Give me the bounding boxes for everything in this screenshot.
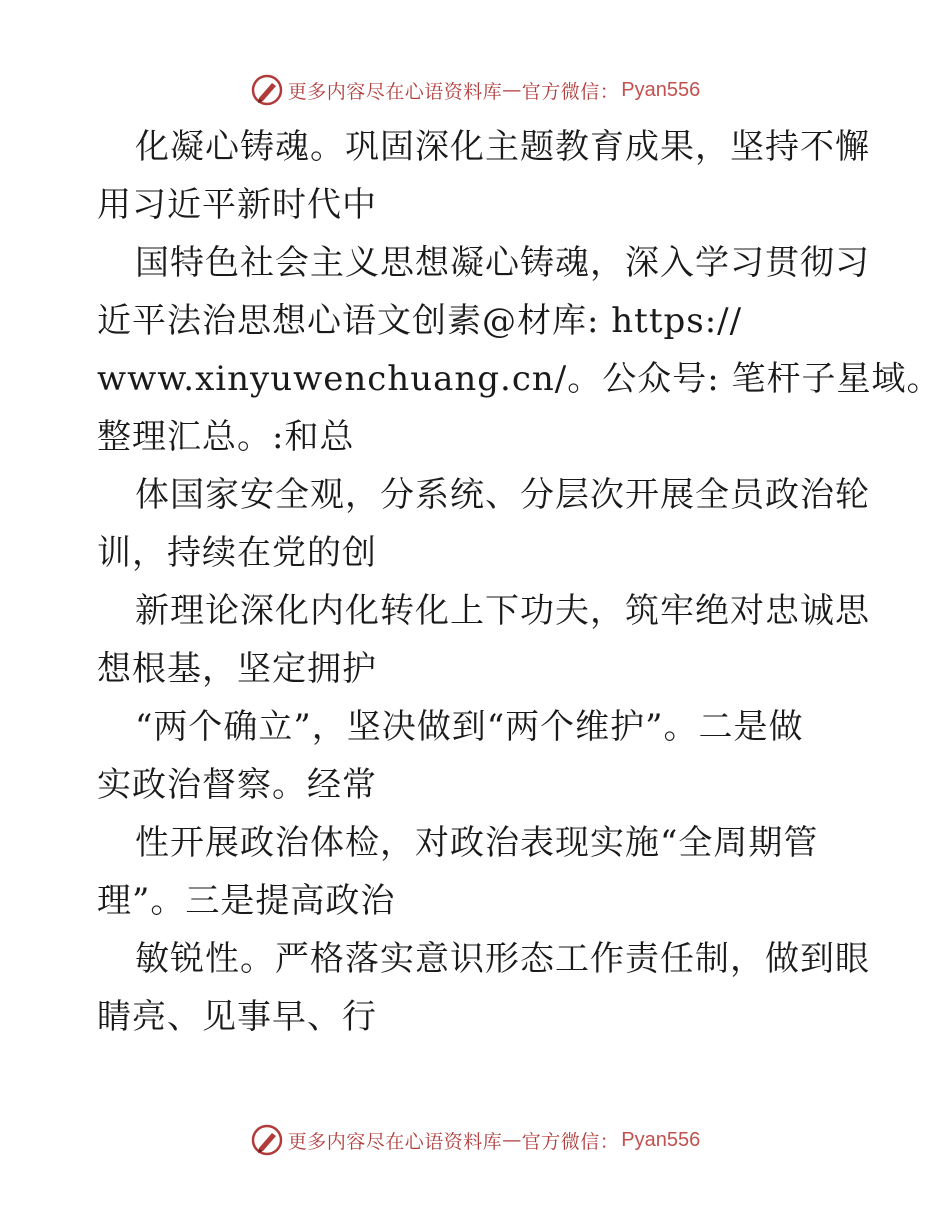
text-line: 敏锐性。严格落实意识形态工作责任制，做到眼 [135,939,870,979]
banner-dash: — [502,79,522,101]
text-line: 实政治督察。经常 [97,765,377,805]
banner-site-text: 更多内容尽在心语资料库 [287,80,503,103]
text-line: 性开展政治体检，对政治表现实施“全周期管 [135,823,819,863]
banner-wechat-id: Pyan556 [621,78,701,101]
banner-wechat-label: 官方微信： [521,80,620,103]
text-line: 化凝心铸魂。巩固深化主题教育成果，坚持不懈 [135,127,870,167]
pen-logo-icon [250,1123,284,1157]
text-line: 睛亮、见事早、行 [97,997,377,1037]
text-line: www.xinyuwenchuang.cn/。公众号: 笔杆子星域。 [97,359,942,399]
text-line: 新理论深化内化转化上下功夫，筑牢绝对忠诚思 [135,591,870,631]
banner-site-text: 更多内容尽在心语资料库 [287,1130,503,1153]
text-line: “两个确立”，坚决做到“两个维护”。二是做 [135,707,804,747]
text-line: 想根基，坚定拥护 [97,649,377,689]
text-line: 国特色社会主义思想凝心铸魂，深入学习贯彻习 [135,243,870,283]
text-line: 用习近平新时代中 [97,185,377,225]
header-banner [0,70,950,110]
text-line: 体国家安全观，分系统、分层次开展全员政治轮 [135,475,870,515]
text-line: 理”。三是提高政治 [97,881,396,921]
banner-wechat-id: Pyan556 [621,1128,701,1151]
footer-banner [0,1120,950,1160]
text-line: 近平法治思想心语文创素@材库: https:// [97,301,743,341]
text-line: 训，持续在党的创 [97,533,377,573]
document-body [97,118,942,1046]
banner-wechat-label: 官方微信： [521,1130,620,1153]
banner-dash: — [502,1129,522,1151]
pen-logo-icon [250,73,284,107]
text-line: 整理汇总。:和总 [97,417,355,457]
